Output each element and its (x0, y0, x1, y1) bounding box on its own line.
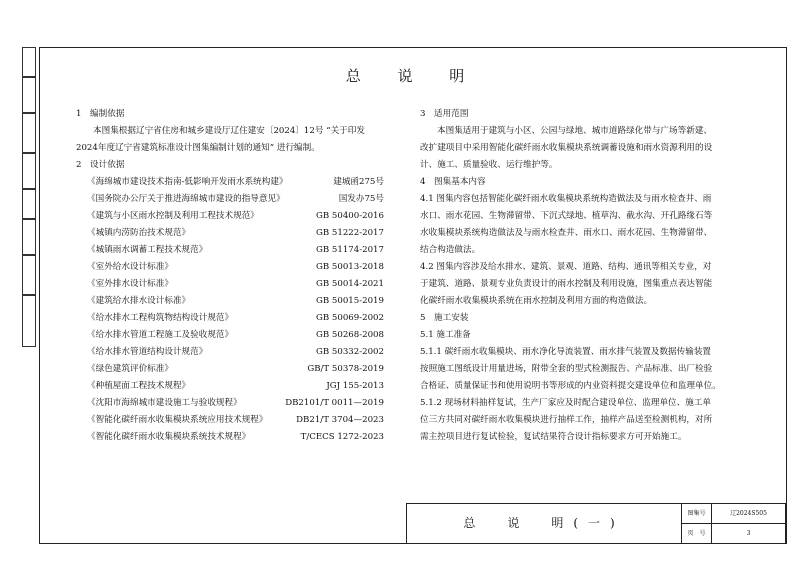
strip-cell (22, 219, 36, 255)
paragraph-line: 位三方共同对碳纤雨水收集模块进行抽样工作，抽样产品送至检测机构，对所 (420, 415, 713, 425)
paragraph-line: 合格证、质量保证书和使用说明书等形成的内业资料提交建设单位和监理单位。 (420, 381, 721, 391)
paragraph-line: 改扩建项目中采用智能化碳纤雨水收集模块系统调蓄设施和雨水资源利用的设 (420, 143, 713, 153)
standards-list (76, 174, 384, 446)
strip-cell (22, 189, 36, 219)
standard-row (76, 361, 384, 378)
standard-row (76, 225, 384, 242)
standard-name: 《国务院办公厅关于推进海绵城市建设的指导意见》 (87, 194, 285, 204)
paragraph-line: 需主控项目进行复试检验，复试结果符合设计指标要求方可开始施工。 (420, 432, 687, 442)
standard-code: GB 50332-2002 (315, 347, 384, 357)
standard-name: 《城镇内涝防治技术规范》 (87, 228, 191, 238)
title-block-title: 总 说 明(一) (407, 504, 682, 543)
standard-code: T/CECS 1272-2023 (300, 432, 384, 442)
paragraph-line: 按照施工图纸设计用量进场，附带全套的型式检测报告、产品标准、出厂检验 (420, 364, 713, 374)
standard-code: GB 50013-2018 (315, 262, 384, 272)
drawing-sheet (39, 47, 787, 544)
right-column (420, 106, 772, 446)
strip-cell (22, 47, 36, 77)
paragraph-line: 2024年度辽宁省建筑标准设计图集编制计划的通知” 进行编制。 (76, 143, 320, 153)
paragraph-line: 本图集适用于建筑与小区、公园与绿地、城市道路绿化带与广场等新建、 (437, 126, 713, 136)
standard-code: GB 50069-2002 (315, 313, 384, 323)
standard-row (76, 412, 384, 429)
standard-code: GB 50015-2019 (315, 296, 384, 306)
section-heading: 5 施工安装 (420, 313, 469, 323)
standard-name: 《建筑与小区雨水控制及利用工程技术规范》 (87, 211, 259, 221)
strip-cell (22, 77, 36, 113)
standard-name: 《建筑给水排水设计标准》 (87, 296, 191, 306)
standard-row (76, 208, 384, 225)
standard-name: 《绿色建筑评价标准》 (87, 364, 173, 374)
binding-strip (22, 47, 36, 347)
standard-row (76, 293, 384, 310)
atlas-no-label: 图集号 (682, 504, 712, 524)
subsection-heading: 5.1 施工准备 (420, 330, 471, 340)
paragraph-line: 结合构造做法。 (420, 245, 481, 255)
standard-code: GB 51174-2017 (315, 245, 384, 255)
standard-row (76, 191, 384, 208)
paragraph-line: 计、施工、质量验收、运行维护等。 (420, 160, 558, 170)
standard-code: GB 50400-2016 (315, 211, 384, 221)
paragraph-line: 化碳纤雨水收集模块系统在雨水控制及利用方面的构造做法。 (420, 296, 653, 306)
page-title: 总 说 明 (345, 67, 481, 85)
standard-name: 《城镇雨水调蓄工程技术规范》 (87, 245, 208, 255)
standard-row (76, 259, 384, 276)
standard-row (76, 429, 384, 446)
standard-name: 《种植屋面工程技术规程》 (87, 381, 191, 391)
section-heading: 4 图集基本内容 (420, 177, 486, 187)
standard-row (76, 327, 384, 344)
paragraph-line: 水口、雨水花园、生物滞留带、下沉式绿地、植草沟、截水沟、开孔路缘石等 (420, 211, 713, 221)
standard-code: DB2101/T 0011—2019 (285, 398, 384, 408)
standard-name: 《给水排水工程构筑物结构设计规范》 (87, 313, 234, 323)
standard-code: 国发办75号 (338, 194, 384, 204)
standard-row (76, 310, 384, 327)
strip-cell (22, 295, 36, 347)
strip-cell (22, 255, 36, 295)
section-heading: 3 适用范围 (420, 109, 469, 119)
paragraph-line: 5.1.1 碳纤雨水收集模块、雨水净化导流装置、雨水排气装置及数据传输装置 (420, 347, 712, 357)
standard-code: GB 50014-2021 (315, 279, 384, 289)
standard-code: GB/T 50378-2019 (307, 364, 384, 374)
standard-name: 《智能化碳纤雨水收集模块系统应用技术规程》 (87, 415, 268, 425)
section-heading: 1 编制依据 (76, 109, 125, 119)
standard-row (76, 395, 384, 412)
section-heading: 2 设计依据 (76, 160, 125, 170)
standard-row (76, 242, 384, 259)
standard-name: 《室外给水设计标准》 (87, 262, 173, 272)
paragraph-line: 本图集根据辽宁省住房和城乡建设厅辽住建安〔2024〕12号 “关于印发 (93, 126, 365, 136)
left-column (76, 106, 384, 446)
paragraph-line: 水收集模块系统构造做法及与雨水检查井、雨水口、雨水花园、生物滞留带、 (420, 228, 713, 238)
standard-name: 《沈阳市海绵城市建设施工与验收规程》 (87, 398, 242, 408)
standard-row (76, 344, 384, 361)
standard-code: JGJ 155-2013 (326, 381, 384, 391)
standard-code: 建城函275号 (333, 177, 384, 187)
standard-code: DB21/T 3704—2023 (296, 415, 384, 425)
standard-code: GB 50268-2008 (315, 330, 384, 340)
page-no-label: 页 号 (682, 524, 712, 544)
standard-row (76, 276, 384, 293)
strip-cell (22, 113, 36, 153)
standard-name: 《室外排水设计标准》 (87, 279, 173, 289)
paragraph-line: 4.2 图集内容涉及给水排水、建筑、景观、道路、结构、通讯等相关专业，对 (420, 262, 712, 272)
standard-code: GB 51222-2017 (315, 228, 384, 238)
strip-cell (22, 153, 36, 189)
standard-name: 《给水排水管道结构设计规范》 (87, 347, 208, 357)
atlas-no-value: 辽2024S505 (712, 504, 786, 524)
paragraph-line: 4.1 图集内容包括智能化碳纤雨水收集模块系统构造做法及与雨水检查井、雨 (420, 194, 712, 204)
title-block (406, 503, 787, 544)
standard-name: 《智能化碳纤雨水收集模块系统技术规程》 (87, 432, 251, 442)
standard-name: 《给水排水管道工程施工及验收规范》 (87, 330, 234, 340)
paragraph-line: 5.1.2 现场材料抽样复试，生产厂家应及时配合建设单位、监理单位、施工单 (420, 398, 712, 408)
paragraph-line: 于建筑、道路、景观专业负责设计的雨水控制及利用设施，图集重点表达智能 (420, 279, 713, 289)
standard-name: 《海绵城市建设技术指南-低影响开发雨水系统构建》 (87, 177, 288, 187)
standard-row (76, 378, 384, 395)
page-no-value: 3 (712, 524, 786, 544)
standard-row (76, 174, 384, 191)
